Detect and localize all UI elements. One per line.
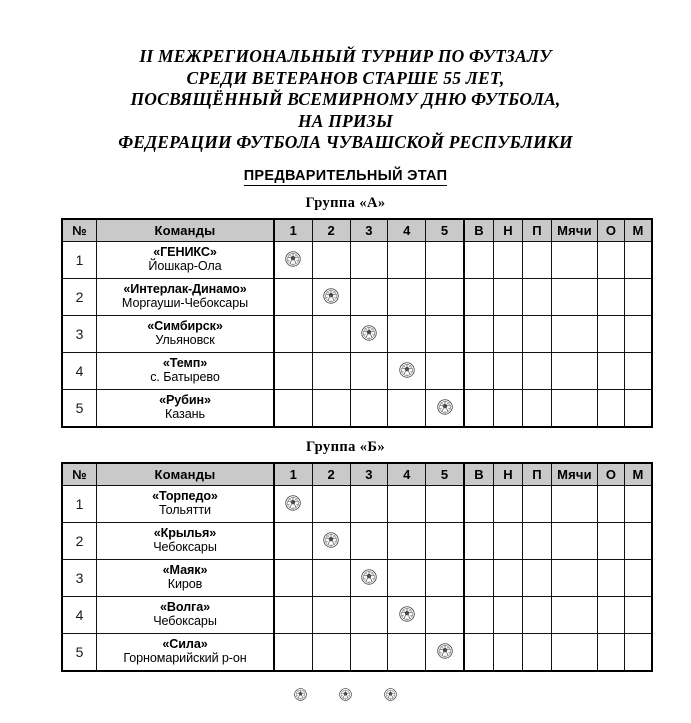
cell-place[interactable] bbox=[624, 559, 652, 596]
cell-goals[interactable] bbox=[551, 278, 597, 315]
soccer-ball-icon bbox=[285, 495, 301, 511]
team-name: «Волга» bbox=[159, 600, 211, 615]
cell-losses[interactable] bbox=[522, 241, 551, 278]
column-header-round-1: 1 bbox=[274, 219, 312, 242]
stage-heading-text: ПРЕДВАРИТЕЛЬНЫЙ ЭТАП bbox=[243, 167, 448, 184]
match-cell[interactable] bbox=[312, 559, 350, 596]
match-cell-self[interactable] bbox=[312, 278, 350, 315]
title-line-1: II МЕЖРЕГИОНАЛЬНЫЙ ТУРНИР ПО ФУТЗАЛУ bbox=[139, 46, 552, 66]
column-header-goals: Мячи bbox=[551, 219, 597, 242]
cell-place[interactable] bbox=[624, 241, 652, 278]
table-row bbox=[62, 485, 652, 522]
cell-points[interactable] bbox=[597, 352, 624, 389]
column-header-teams: Команды bbox=[97, 463, 275, 486]
cell-place[interactable] bbox=[624, 278, 652, 315]
match-cell-self[interactable] bbox=[312, 522, 350, 559]
soccer-ball-icon bbox=[285, 251, 301, 267]
team-name: «Симбирск» bbox=[147, 319, 223, 334]
group-label-1: Группа «А» bbox=[305, 194, 386, 211]
team-cell bbox=[97, 278, 275, 315]
soccer-ball-icon bbox=[323, 288, 339, 304]
team-name: «Интерлак-Динамо» bbox=[123, 282, 247, 297]
column-header-losses: П bbox=[522, 219, 551, 242]
soccer-ball-icon bbox=[323, 532, 339, 548]
match-cell[interactable] bbox=[274, 596, 312, 633]
cell-goals[interactable] bbox=[551, 241, 597, 278]
match-cell-self[interactable] bbox=[274, 485, 312, 522]
match-cell[interactable] bbox=[388, 485, 426, 522]
soccer-ball-icon bbox=[294, 688, 307, 701]
standings-table-group-2 bbox=[61, 462, 653, 672]
match-cell[interactable] bbox=[426, 596, 464, 633]
footer-decoration bbox=[0, 688, 691, 701]
cell-place[interactable] bbox=[624, 352, 652, 389]
column-header-round-3: 3 bbox=[350, 219, 388, 242]
group-label-2: Группа «Б» bbox=[305, 438, 386, 455]
cell-wins[interactable] bbox=[464, 596, 494, 633]
cell-goals[interactable] bbox=[551, 522, 597, 559]
match-cell[interactable] bbox=[426, 241, 464, 278]
cell-draws[interactable] bbox=[493, 352, 522, 389]
match-cell[interactable] bbox=[312, 241, 350, 278]
match-cell[interactable] bbox=[274, 278, 312, 315]
match-cell[interactable] bbox=[312, 485, 350, 522]
team-name: «Торпедо» bbox=[152, 489, 218, 504]
standings-table-group-1 bbox=[61, 218, 653, 428]
team-city: с. Батырево bbox=[150, 369, 220, 384]
team-name: «Рубин» bbox=[159, 393, 211, 408]
cell-goals[interactable] bbox=[551, 485, 597, 522]
cell-points[interactable] bbox=[597, 485, 624, 522]
table-row bbox=[62, 315, 652, 352]
soccer-ball-icon bbox=[384, 688, 397, 701]
title-line-2: СРЕДИ ВЕТЕРАНОВ СТАРШЕ 55 ЛЕТ, bbox=[186, 67, 505, 88]
row-number: 4 bbox=[62, 352, 97, 389]
cell-draws[interactable] bbox=[493, 596, 522, 633]
team-cell bbox=[97, 596, 275, 633]
row-number: 5 bbox=[62, 633, 97, 671]
cell-draws[interactable] bbox=[493, 522, 522, 559]
table-row bbox=[62, 278, 652, 315]
column-header-number: № bbox=[62, 219, 97, 242]
column-header-round-4: 4 bbox=[388, 219, 426, 242]
match-cell[interactable] bbox=[350, 633, 388, 671]
match-cell-self[interactable] bbox=[350, 315, 388, 352]
table-row bbox=[62, 522, 652, 559]
match-cell[interactable] bbox=[388, 559, 426, 596]
column-header-draws: Н bbox=[493, 463, 522, 486]
row-number: 2 bbox=[62, 522, 97, 559]
match-cell-self[interactable] bbox=[388, 352, 426, 389]
table-row bbox=[62, 241, 652, 278]
team-cell bbox=[97, 559, 275, 596]
team-city: Ульяновск bbox=[155, 332, 215, 347]
cell-losses[interactable] bbox=[522, 315, 551, 352]
team-city: Горномарийский р-он bbox=[123, 650, 247, 665]
match-cell-self[interactable] bbox=[426, 389, 464, 427]
match-cell[interactable] bbox=[388, 278, 426, 315]
match-cell[interactable] bbox=[274, 352, 312, 389]
column-header-round-5: 5 bbox=[426, 463, 464, 486]
cell-losses[interactable] bbox=[522, 596, 551, 633]
cell-draws[interactable] bbox=[493, 389, 522, 427]
table-row bbox=[62, 389, 652, 427]
row-number: 3 bbox=[62, 559, 97, 596]
match-cell[interactable] bbox=[426, 278, 464, 315]
table-header-row bbox=[62, 463, 652, 486]
cell-points[interactable] bbox=[597, 522, 624, 559]
team-city: Йошкар-Ола bbox=[148, 258, 222, 273]
team-name: «Маяк» bbox=[162, 563, 208, 578]
column-header-draws: Н bbox=[493, 219, 522, 242]
cell-points[interactable] bbox=[597, 633, 624, 671]
cell-draws[interactable] bbox=[493, 315, 522, 352]
match-cell[interactable] bbox=[274, 315, 312, 352]
soccer-ball-icon bbox=[437, 399, 453, 415]
column-header-round-2: 2 bbox=[312, 463, 350, 486]
match-cell[interactable] bbox=[388, 522, 426, 559]
cell-wins[interactable] bbox=[464, 241, 494, 278]
cell-goals[interactable] bbox=[551, 389, 597, 427]
match-cell[interactable] bbox=[426, 315, 464, 352]
team-name: «Темп» bbox=[162, 356, 208, 371]
match-cell[interactable] bbox=[350, 596, 388, 633]
cell-wins[interactable] bbox=[464, 352, 494, 389]
cell-losses[interactable] bbox=[522, 485, 551, 522]
cell-draws[interactable] bbox=[493, 278, 522, 315]
table-row bbox=[62, 559, 652, 596]
column-header-number: № bbox=[62, 463, 97, 486]
cell-draws[interactable] bbox=[493, 559, 522, 596]
team-city: Киров bbox=[167, 576, 203, 591]
column-header-points: О bbox=[597, 219, 624, 242]
soccer-ball-icon bbox=[399, 362, 415, 378]
table-row bbox=[62, 596, 652, 633]
cell-wins[interactable] bbox=[464, 278, 494, 315]
cell-goals[interactable] bbox=[551, 633, 597, 671]
cell-goals[interactable] bbox=[551, 596, 597, 633]
match-cell[interactable] bbox=[312, 352, 350, 389]
match-cell[interactable] bbox=[274, 389, 312, 427]
stage-heading bbox=[0, 168, 691, 184]
match-cell[interactable] bbox=[350, 389, 388, 427]
cell-wins[interactable] bbox=[464, 522, 494, 559]
team-cell bbox=[97, 633, 275, 671]
cell-losses[interactable] bbox=[522, 522, 551, 559]
soccer-ball-icon bbox=[437, 643, 453, 659]
cell-wins[interactable] bbox=[464, 485, 494, 522]
match-cell[interactable] bbox=[274, 522, 312, 559]
cell-wins[interactable] bbox=[464, 633, 494, 671]
cell-place[interactable] bbox=[624, 522, 652, 559]
column-header-round-4: 4 bbox=[388, 463, 426, 486]
column-header-wins: В bbox=[464, 463, 494, 486]
team-cell bbox=[97, 241, 275, 278]
cell-place[interactable] bbox=[624, 389, 652, 427]
cell-points[interactable] bbox=[597, 596, 624, 633]
match-cell[interactable] bbox=[388, 633, 426, 671]
column-header-place: М bbox=[624, 219, 652, 242]
match-cell[interactable] bbox=[350, 522, 388, 559]
cell-losses[interactable] bbox=[522, 633, 551, 671]
cell-points[interactable] bbox=[597, 389, 624, 427]
cell-place[interactable] bbox=[624, 315, 652, 352]
column-header-round-3: 3 bbox=[350, 463, 388, 486]
cell-losses[interactable] bbox=[522, 352, 551, 389]
column-header-wins: В bbox=[464, 219, 494, 242]
column-header-points: О bbox=[597, 463, 624, 486]
cell-goals[interactable] bbox=[551, 315, 597, 352]
match-cell[interactable] bbox=[350, 352, 388, 389]
cell-losses[interactable] bbox=[522, 278, 551, 315]
cell-goals[interactable] bbox=[551, 559, 597, 596]
column-header-losses: П bbox=[522, 463, 551, 486]
match-cell[interactable] bbox=[350, 485, 388, 522]
column-header-round-2: 2 bbox=[312, 219, 350, 242]
cell-draws[interactable] bbox=[493, 633, 522, 671]
team-cell bbox=[97, 522, 275, 559]
soccer-ball-icon bbox=[339, 688, 352, 701]
cell-wins[interactable] bbox=[464, 315, 494, 352]
team-city: Чебоксары bbox=[153, 539, 217, 554]
match-cell[interactable] bbox=[312, 596, 350, 633]
match-cell[interactable] bbox=[426, 485, 464, 522]
match-cell[interactable] bbox=[388, 241, 426, 278]
team-cell bbox=[97, 352, 275, 389]
team-name: «Крылья» bbox=[153, 526, 217, 541]
match-cell[interactable] bbox=[312, 315, 350, 352]
match-cell-self[interactable] bbox=[350, 559, 388, 596]
row-number: 3 bbox=[62, 315, 97, 352]
match-cell[interactable] bbox=[388, 389, 426, 427]
cell-place[interactable] bbox=[624, 633, 652, 671]
cell-wins[interactable] bbox=[464, 389, 494, 427]
row-number: 1 bbox=[62, 241, 97, 278]
team-cell bbox=[97, 389, 275, 427]
column-header-goals: Мячи bbox=[551, 463, 597, 486]
cell-points[interactable] bbox=[597, 278, 624, 315]
row-number: 1 bbox=[62, 485, 97, 522]
title-line-3: ПОСВЯЩЁННЫЙ ВСЕМИРНОМУ ДНЮ ФУТБОЛА, bbox=[130, 89, 561, 109]
match-cell[interactable] bbox=[312, 633, 350, 671]
groups-container bbox=[0, 195, 691, 672]
match-cell[interactable] bbox=[426, 559, 464, 596]
title-line-5: ФЕДЕРАЦИИ ФУТБОЛА ЧУВАШСКОЙ РЕСПУБЛИКИ bbox=[118, 132, 573, 152]
match-cell[interactable] bbox=[274, 633, 312, 671]
match-cell-self[interactable] bbox=[426, 633, 464, 671]
match-cell[interactable] bbox=[350, 241, 388, 278]
soccer-ball-icon bbox=[361, 325, 377, 341]
column-header-place: М bbox=[624, 463, 652, 486]
team-name: «ГЕНИКС» bbox=[153, 245, 217, 260]
match-cell[interactable] bbox=[350, 278, 388, 315]
cell-draws[interactable] bbox=[493, 241, 522, 278]
cell-points[interactable] bbox=[597, 315, 624, 352]
match-cell[interactable] bbox=[426, 522, 464, 559]
cell-goals[interactable] bbox=[551, 352, 597, 389]
match-cell[interactable] bbox=[426, 352, 464, 389]
cell-place[interactable] bbox=[624, 596, 652, 633]
cell-draws[interactable] bbox=[493, 485, 522, 522]
title-line-4: НА ПРИЗЫ bbox=[297, 110, 394, 131]
match-cell-self[interactable] bbox=[274, 241, 312, 278]
cell-points[interactable] bbox=[597, 559, 624, 596]
table-row bbox=[62, 352, 652, 389]
column-header-round-5: 5 bbox=[426, 219, 464, 242]
cell-points[interactable] bbox=[597, 241, 624, 278]
cell-wins[interactable] bbox=[464, 559, 494, 596]
row-number: 4 bbox=[62, 596, 97, 633]
team-cell bbox=[97, 485, 275, 522]
cell-losses[interactable] bbox=[522, 389, 551, 427]
document-title-block bbox=[0, 0, 691, 154]
soccer-ball-icon bbox=[399, 606, 415, 622]
column-header-round-1: 1 bbox=[274, 463, 312, 486]
team-city: Тольятти bbox=[159, 502, 211, 517]
cell-place[interactable] bbox=[624, 485, 652, 522]
soccer-ball-icon bbox=[361, 569, 377, 585]
team-name: «Сила» bbox=[162, 637, 208, 652]
cell-losses[interactable] bbox=[522, 559, 551, 596]
table-row bbox=[62, 633, 652, 671]
match-cell[interactable] bbox=[312, 389, 350, 427]
match-cell[interactable] bbox=[274, 559, 312, 596]
team-city: Чебоксары bbox=[153, 613, 217, 628]
row-number: 5 bbox=[62, 389, 97, 427]
row-number: 2 bbox=[62, 278, 97, 315]
team-cell bbox=[97, 315, 275, 352]
team-city: Моргауши-Чебоксары bbox=[121, 295, 249, 310]
match-cell-self[interactable] bbox=[388, 596, 426, 633]
match-cell[interactable] bbox=[388, 315, 426, 352]
table-header-row bbox=[62, 219, 652, 242]
team-city: Казань bbox=[165, 406, 205, 421]
column-header-teams: Команды bbox=[97, 219, 275, 242]
